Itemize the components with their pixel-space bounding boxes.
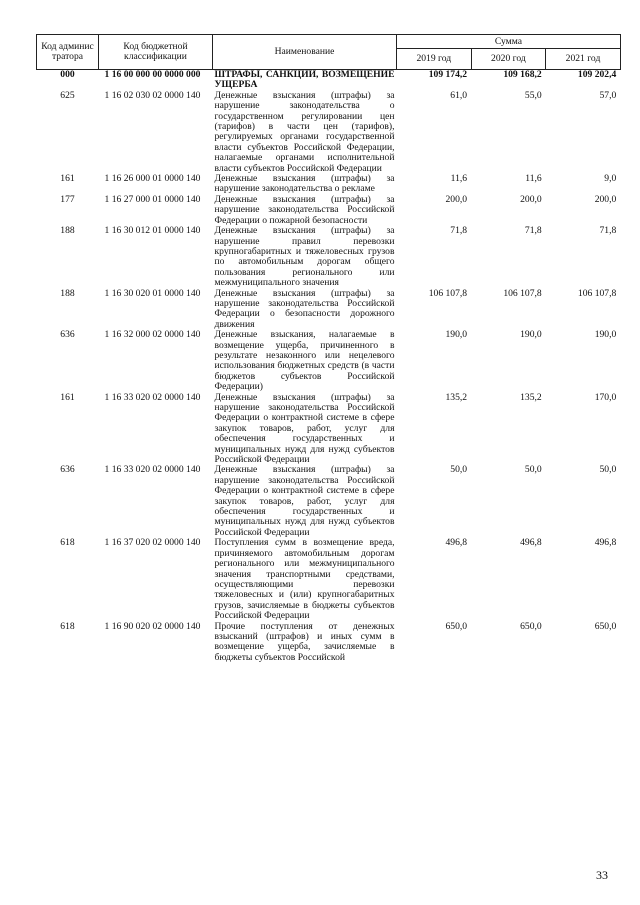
table-header xyxy=(37,35,621,70)
sum-2020-cell: 106 107,8 xyxy=(503,287,542,299)
admin-code-cell: 188 xyxy=(60,287,75,299)
admin-code-cell: 161 xyxy=(60,173,75,185)
admin-code-cell: 177 xyxy=(60,193,75,205)
header-budget-code: Код бюджетной классификации xyxy=(99,35,213,70)
header-year-2019: 2019 год xyxy=(397,49,472,70)
name-cell: Денежные взыскания (штрафы) за нарушение законодательства о государственном регулировании цен (тарифов) в части цен (тарифов), регулируемых органами государственной власти субъектов Российской Федерации, налагаемые органами исполнительной власти субъектов Российской Федерации xyxy=(214,89,395,174)
revenue-table xyxy=(36,34,621,663)
name-cell: Денежные взыскания (штрафы) за нарушение законодательства Российской Федерации о безопасности дорожного движения xyxy=(214,287,395,330)
sum-2021-cell: 57,0 xyxy=(599,89,617,101)
header-sum: Сумма xyxy=(397,35,621,49)
name-cell: ШТРАФЫ, САНКЦИИ, ВОЗМЕЩЕНИЕ УЩЕРБА xyxy=(214,69,395,91)
sum-2019-cell: 106 107,8 xyxy=(428,287,468,299)
sum-2020-cell: 190,0 xyxy=(520,329,542,341)
sum-2020-cell: 200,0 xyxy=(520,193,542,205)
admin-code-cell: 636 xyxy=(60,329,75,341)
budget-code-cell: 1 16 30 020 01 0000 140 xyxy=(104,287,201,299)
sum-2020-cell: 55,0 xyxy=(524,89,542,101)
sum-2019-cell: 11,6 xyxy=(450,173,468,185)
header-year-2020: 2020 год xyxy=(471,49,546,70)
name-cell: Денежные взыскания, налагаемые в возмещение ущерба, причиненного в результате незаконного или нецелевого использования бюджетных средств (в части бюджетов субъектов Российской Федерации) xyxy=(214,329,395,393)
admin-code-cell: 636 xyxy=(60,464,75,476)
admin-code-cell: 161 xyxy=(60,391,75,403)
table-row xyxy=(37,465,621,538)
sum-2021-cell: 200,0 xyxy=(594,193,617,205)
table-row-total xyxy=(37,70,621,91)
name-cell: Денежные взыскания (штрафы) за нарушение законодательства Российской Федерации о контрактной системе в сфере закупок товаров, работ, услуг для обеспечения государственных и муниципальных нужд для нужд субъектов Российской Федерации xyxy=(214,464,395,538)
sum-2020-cell: 50,0 xyxy=(524,464,542,476)
sum-2019-cell: 650,0 xyxy=(445,620,468,632)
budget-code-cell: 1 16 00 000 00 0000 000 xyxy=(104,69,201,80)
budget-code-cell: 1 16 27 000 01 0000 140 xyxy=(104,193,201,205)
sum-2020-cell: 11,6 xyxy=(525,173,542,185)
table-row xyxy=(37,393,621,466)
header-year-2021: 2021 год xyxy=(546,49,621,70)
sum-2020-cell: 496,8 xyxy=(520,537,542,549)
sum-2019-cell: 200,0 xyxy=(445,193,468,205)
header-name: Наименование xyxy=(213,35,397,70)
sum-2019-cell: 71,8 xyxy=(450,225,468,237)
table-row xyxy=(37,622,621,664)
budget-code-cell: 1 16 37 020 02 0000 140 xyxy=(104,537,201,549)
sum-2021-cell: 496,8 xyxy=(594,537,617,549)
sum-2021-cell: 109 202,4 xyxy=(577,69,617,80)
name-cell: Денежные взыскания (штрафы) за нарушение законодательства Российской Федерации о пожарной безопасности xyxy=(214,193,395,226)
sum-2019-cell: 135,2 xyxy=(445,391,468,403)
sum-2019-cell: 61,0 xyxy=(450,89,468,101)
page-number: 33 xyxy=(596,868,608,882)
table-row xyxy=(37,195,621,226)
sum-2021-cell: 106 107,8 xyxy=(577,287,617,299)
budget-code-cell: 1 16 32 000 02 0000 140 xyxy=(104,329,201,341)
header-admin-code: Код админис тратора xyxy=(37,35,99,70)
sum-2021-cell: 170,0 xyxy=(594,391,617,403)
table-body xyxy=(37,70,621,664)
sum-2019-cell: 50,0 xyxy=(450,464,468,476)
table-row xyxy=(37,91,621,174)
sum-2021-cell: 50,0 xyxy=(599,464,617,476)
admin-code-cell: 618 xyxy=(60,537,75,549)
budget-code-cell: 1 16 33 020 02 0000 140 xyxy=(104,391,201,403)
admin-code-cell: 000 xyxy=(60,69,75,80)
sum-2019-cell: 109 174,2 xyxy=(428,69,468,80)
admin-code-cell: 625 xyxy=(60,89,75,101)
sum-2020-cell: 71,8 xyxy=(524,225,542,237)
name-cell: Денежные взыскания (штрафы) за нарушение законодательства о рекламе xyxy=(214,173,395,195)
sum-2021-cell: 71,8 xyxy=(599,225,617,237)
sum-2020-cell: 109 168,2 xyxy=(503,69,542,80)
name-cell: Прочие поступления от денежных взысканий (штрафов) и иных сумм в возмещение ущерба, зачисляемые в бюджеты субъектов Российской xyxy=(214,620,395,663)
table-row xyxy=(37,538,621,621)
table-row xyxy=(37,330,621,392)
budget-code-cell: 1 16 90 020 02 0000 140 xyxy=(104,620,201,632)
table-row xyxy=(37,174,621,195)
sum-2020-cell: 650,0 xyxy=(520,620,542,632)
name-cell: Денежные взыскания (штрафы) за нарушение законодательства Российской Федерации о контрактной системе в сфере закупок товаров, работ, услуг для обеспечения государственных и муниципальных нужд для нужд субъектов Российской Федерации xyxy=(214,391,395,466)
sum-2019-cell: 496,8 xyxy=(445,537,468,549)
table-row xyxy=(37,226,621,288)
sum-2021-cell: 190,0 xyxy=(594,329,617,341)
budget-code-cell: 1 16 30 012 01 0000 140 xyxy=(104,225,201,237)
sum-2021-cell: 9,0 xyxy=(604,173,617,185)
budget-code-cell: 1 16 02 030 02 0000 140 xyxy=(104,89,201,101)
budget-code-cell: 1 16 26 000 01 0000 140 xyxy=(104,173,201,185)
sum-2020-cell: 135,2 xyxy=(520,391,542,403)
table-row xyxy=(37,289,621,331)
sum-2021-cell: 650,0 xyxy=(594,620,617,632)
name-cell: Денежные взыскания (штрафы) за нарушение правил перевозки крупногабаритных и тяжеловесных грузов по автомобильным дорогам общего пользования регионального или межмуниципального значения xyxy=(214,225,395,289)
admin-code-cell: 618 xyxy=(60,620,75,632)
budget-code-cell: 1 16 33 020 02 0000 140 xyxy=(104,464,201,476)
sum-2019-cell: 190,0 xyxy=(445,329,468,341)
admin-code-cell: 188 xyxy=(60,225,75,237)
name-cell: Поступления сумм в возмещение вреда, причиняемого автомобильным дорогам регионального или межмуниципального значения транспортными средствами, осуществляющими перевозки тяжеловесных и (или) крупногабаритных грузов, зачисляемые в бюджеты субъектов Российской Федерации xyxy=(214,537,395,622)
